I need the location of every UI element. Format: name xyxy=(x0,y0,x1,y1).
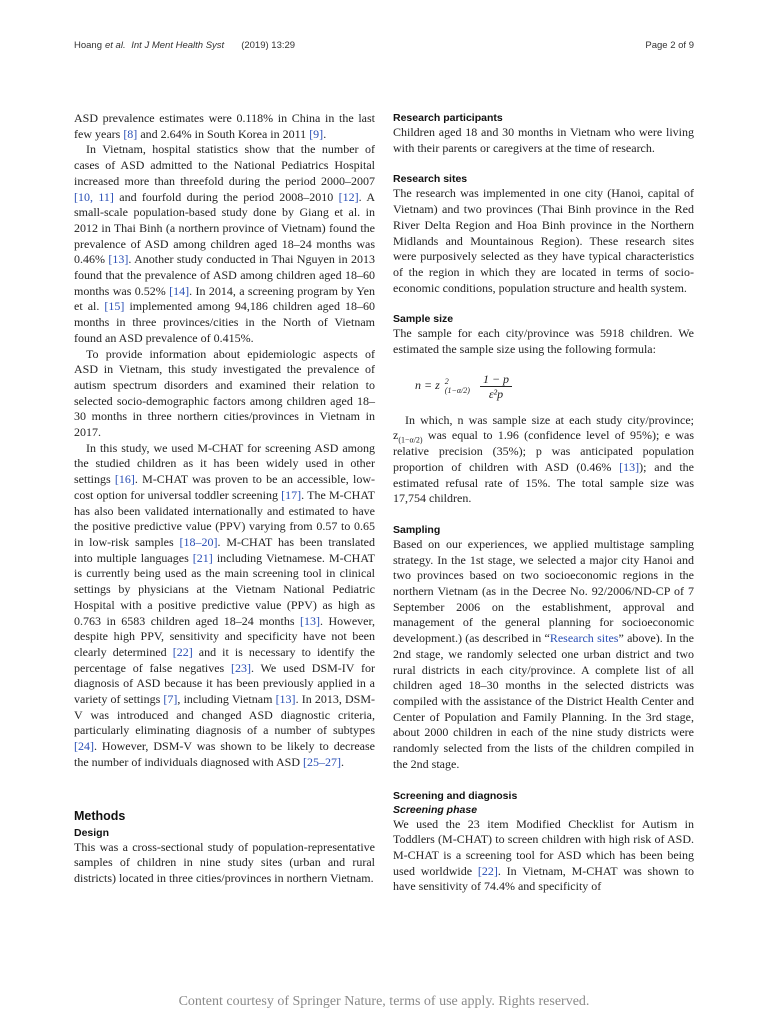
formula-explanation: In which, n was sample size at each study city/province; $z_{(1-\alpha/2)}$ was equal to 1.96 (confidence level of 95%); e was relative precision (35%); p was anticipated population proportion of children with ASD (0.46% [13]); and the estimated refusal rate of 15%. The total sample size was 17,754 children. xyxy=(393,412,694,506)
design-heading: Design xyxy=(74,826,110,839)
citation-link[interactable]: [21] xyxy=(192,550,213,565)
citation-link[interactable]: [10, 11] xyxy=(74,189,114,204)
left-column xyxy=(74,111,375,887)
research-sites-link[interactable]: Research sites xyxy=(549,631,619,646)
intro-paragraph-1: ASD prevalence estimates were 0.118% in China in the last few years [8] and 2.64% in South Korea in 2011 [9]. xyxy=(74,111,375,141)
formula-fraction xyxy=(480,372,512,401)
header-author: Hoang xyxy=(74,40,102,51)
screening-paragraph: We used the 23 item Modified Checklist for Autism in Toddlers (M-CHAT) to screen children with high risk of ASD. M-CHAT is a screening tool for ASD which has been being used worldwide [22]. In Vietnam, M-CHAT was shown to have sensitivity of 74.4% and specificity of xyxy=(393,816,694,894)
citation-link[interactable]: [24] xyxy=(74,739,94,754)
copyright-footer: Content courtesy of Springer Nature, terms of use apply. Rights reserved. xyxy=(178,994,590,1009)
citation-link[interactable]: [13] xyxy=(300,613,321,628)
header-etal: et al. xyxy=(105,40,126,51)
running-header-citation xyxy=(74,40,298,51)
citation-link[interactable]: [14] xyxy=(169,283,190,298)
design-paragraph: This was a cross-sectional study of population-representative samples of children in nine study sites (urban and rural districts) located in three cities/provinces in northern Vietnam. xyxy=(74,839,375,885)
citation-link[interactable]: [9] xyxy=(309,126,324,141)
citation-link[interactable]: [8] xyxy=(123,126,138,141)
header-year: (2019) 13:29 xyxy=(241,40,296,51)
citation-link[interactable]: [22] xyxy=(172,644,193,659)
formula-sup: 2 xyxy=(444,377,449,387)
formula-lhs: n = z xyxy=(415,378,440,393)
page-number: Page 2 of 9 xyxy=(645,40,694,51)
header-journal: Int J Ment Health Syst xyxy=(131,40,225,51)
formula-sub: (1−α/2) xyxy=(444,386,470,396)
intro-paragraph-4: In this study, we used M-CHAT for screening ASD among the studied children as it has been widely used in other settings [16]. M-CHAT was proven to be an accessible, low-cost option for universal toddler screening [17]. The M-CHAT has also been validated internationally and estimated to have the positive predictive value (PPV) varying from 0.57 to 0.65 in low-risk samples [18–20]. M-CHAT has been translated into multiple languages [21] including Vietnamese. M-CHAT is currently being used as the main screening tool in clinical settings by physicians at the Vietnam National Pediatric Hospital with a positive predictive value (PPV) as high as 0.763 in 6583 children aged 18–24 months [13]. However, despite high PPV, sensitivity and specificity have not been clearly determined [22] and it is necessary to identify the percentage of false negatives [23]. We used DSM-IV for diagnosis of ASD because it has been previously applied in a variety of settings [7], including Vietnam [13]. In 2013, DSM-V was introduced and changed ASD diagnostic criteria, particularly eliminating diagnosis of a number of subtypes [24]. However, DSM-V was shown to be likely to decrease the number of individuals diagnosed with ASD [25–27]. xyxy=(74,440,376,769)
sample-size-paragraph: The sample for each city/province was 5918 children. We estimated the sample size using the following formula: xyxy=(393,326,694,357)
citation-link[interactable]: [12] xyxy=(338,189,359,204)
sampling-heading: Sampling xyxy=(393,523,441,536)
citation-link[interactable]: [22] xyxy=(477,863,498,878)
citation-link[interactable]: [17] xyxy=(281,487,302,502)
sample-size-formula xyxy=(415,372,694,401)
citation-link[interactable]: [25–27] xyxy=(302,754,341,769)
participants-heading: Research participants xyxy=(393,112,503,124)
participants-paragraph: Children aged 18 and 30 months in Vietnam who were living with their parents or caregivers at the time of research. xyxy=(393,125,694,155)
sampling-paragraph: Based on our experiences, we applied multistage sampling strategy. In the 1st stage, we selected a major city Hanoi and two provinces based on two socioeconomic regions in the northern Vietnam (as in the Decree No. 92/2006/ND-CP of 7 September 2006 on the establishment, approval and management of the general planning for socioeconomic development.) (as described in “Research sites” above). In the 2nd stage, we randomly selected one urban district and two rural districts in each city/province. A complete list of all children aged 18–30 months in the selected districts was compiled with the assistance of the District Health Center and Center of Population and Family Planning. In the 3rd stage, about 2000 children in each of the nine study districts were randomly selected from the lists of the children compiled in the 2nd stage. xyxy=(393,536,694,771)
citation-link[interactable]: [18–20] xyxy=(179,534,218,549)
sites-paragraph: The research was implemented in one city (Hanoi, capital of Vietnam) and two provinces (Thai Binh province in the Red River Delta Region and Hoa Binh province in the Northern Midlands and Mountainous Region). These research sites were purposively selected as they have typical characteristics of the region in which they are located in terms of socio-economic conditions, population structure and health system. xyxy=(393,186,694,295)
formula-numerator: 1 − p xyxy=(480,372,512,387)
intro-paragraph-3: To provide information about epidemiologic aspects of ASD in Vietnam, this study investigated the prevalence of autism spectrum disorders and examined their relation to selected socio-demographic factors among children aged 18–30 months in three northern cities/provinces in Vietnam in 2017. xyxy=(74,346,375,440)
citation-link[interactable]: [13] xyxy=(619,459,640,474)
intro-paragraph-2: In Vietnam, hospital statistics show that the number of cases of ASD admitted to the National Pediatrics Hospital increased more than threefold during the period 2000–2007 [10, 11] and fourfold during the period 2008–2010 [12]. A small-scale population-based study done by Giang et al. in 2012 in Thai Binh (a northern province of Vietnam) found the prevalence of ASD among children aged 18–24 months was 0.46% [13]. Another study conducted in Thai Nguyen in 2013 found that the prevalence of ASD among children aged 18–60 months was 0.52% [14]. In 2014, a screening program by Yen et al. [15] implemented among 94,186 children aged 18–60 months in three provinces/cities in the North of Vietnam found an ASD prevalence of 0.415%. xyxy=(74,142,376,345)
citation-link[interactable]: [7] xyxy=(163,692,178,707)
running-header xyxy=(74,40,694,51)
sites-heading: Research sites xyxy=(393,173,468,186)
citation-link[interactable]: [15] xyxy=(104,299,125,314)
right-column xyxy=(393,111,694,895)
screening-diagnosis-heading: Screening and diagnosis xyxy=(393,789,518,802)
citation-link[interactable]: [13] xyxy=(108,252,129,267)
sample-size-heading: Sample size xyxy=(393,313,454,326)
citation-link[interactable]: [23] xyxy=(231,660,251,675)
methods-heading: Methods xyxy=(74,808,126,823)
screening-phase-heading: Screening phase xyxy=(393,803,478,816)
citation-link[interactable]: [13] xyxy=(275,692,296,707)
formula-denominator: ε²p xyxy=(488,386,504,401)
citation-link[interactable]: [16] xyxy=(114,472,135,487)
